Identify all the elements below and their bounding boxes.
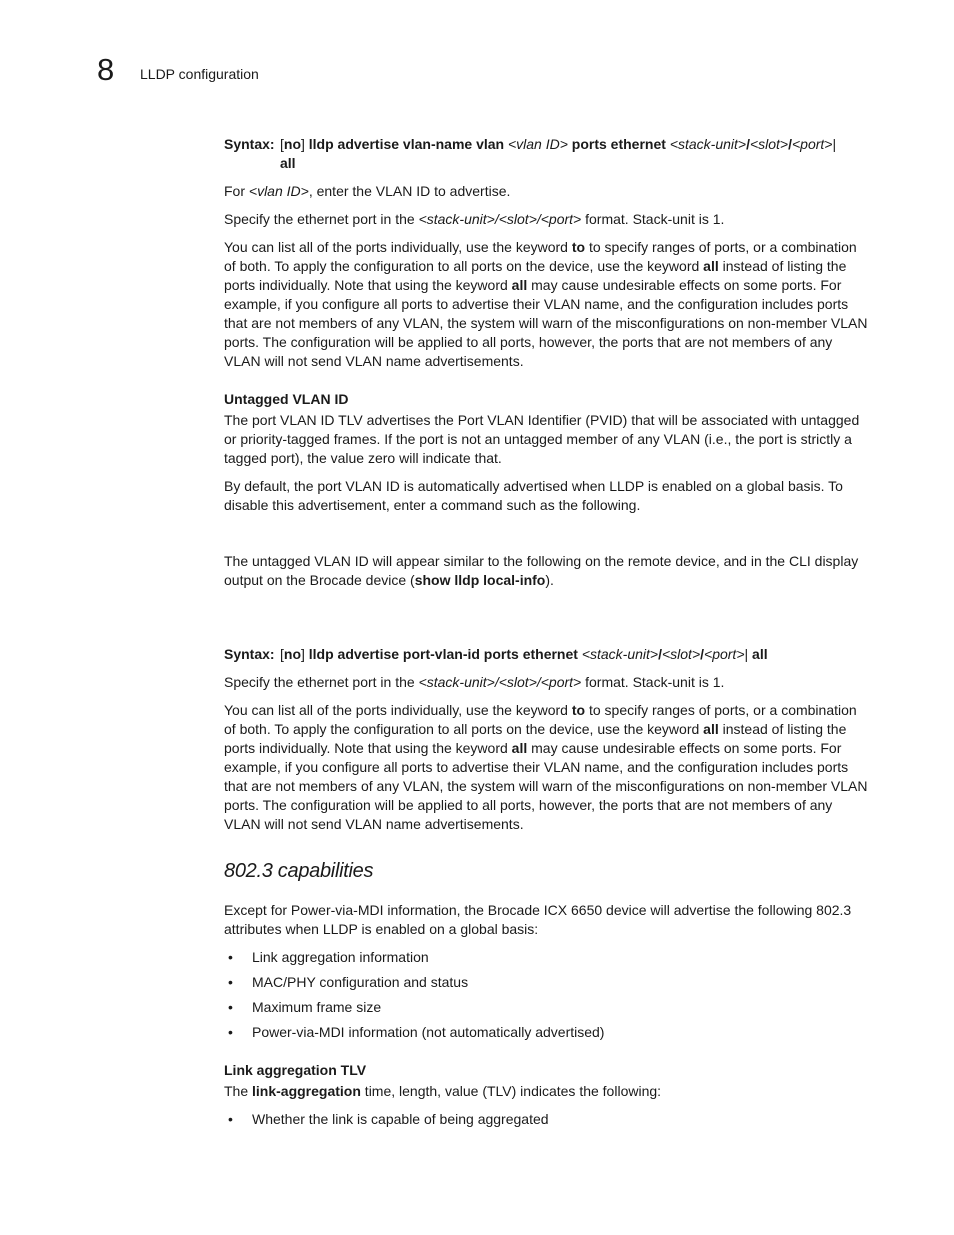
keyword-all: all [703,258,719,274]
arg-slot: <slot> [749,136,789,152]
list-item: • Link aggregation information [228,949,429,965]
arg-vlan-id: <vlan ID> [507,136,568,152]
arg-stack-unit: <stack-unit> [581,646,659,662]
paragraph-port-list: You can list all of the ports individually, use the keyword to to specify ranges of ports, or a combination of both. To apply the configuration to all ports on the device, use the keyword all instead of listing the ports individually. Note that using the keyword all may cause undesirable effects on some ports. For example, if you configure all ports to advertise their VLAN name, and the configuration includes ports that are not members of any VLAN, the system will warn of the misconfigurations on non-member VLAN ports. The configuration will be applied to all ports, however, the ports that are not members of any VLAN will not send VLAN name advertisements. [224,239,868,369]
paragraph-port-format-2: Specify the ethernet port in the <stack-unit>/<slot>/<port> format. Stack-unit is 1. [224,674,725,690]
arg-slot: <slot> [661,646,701,662]
bullet-icon: • [228,999,233,1015]
slash: / [658,646,662,662]
slash: / [746,136,750,152]
list-item: • Power-via-MDI information (not automatically advertised) [228,1024,605,1040]
port-format: <stack-unit>/<slot>/<port> [418,211,582,227]
arg-vlan-id: <vlan ID> [248,183,309,199]
subheading-link-aggregation-tlv: Link aggregation TLV [224,1062,367,1078]
arg-stack-unit: <stack-unit> [669,136,747,152]
keyword-to: to [571,239,586,255]
keyword-no: no [283,136,301,152]
slash: / [788,136,792,152]
bracket-open: [ [280,646,284,662]
keyword-all: all [280,155,296,171]
bullet-icon: • [228,974,233,990]
list-item: • Maximum frame size [228,999,382,1015]
syntax-label: Syntax: [224,646,275,662]
port-format: <stack-unit>/<slot>/<port> [418,674,582,690]
syntax-label: Syntax: [224,136,275,152]
bracket-close: ] [301,136,305,152]
keyword-all: all [703,721,719,737]
spacer [224,599,870,645]
paragraph-port-list-2: You can list all of the ports individually, use the keyword to to specify ranges of ports, or a combination of both. To apply the configuration to all ports on the device, use the keyword all instead of listing the ports individually. Note that using the keyword all may cause undesirable effects on some ports. For example, if you configure all ports to advertise their VLAN name, and the configuration includes ports that are not members of any VLAN, the system will warn of the misconfigurations on non-member VLAN ports. The configuration will be applied to all ports, however, the ports that are not members of any VLAN will not send VLAN name advertisements. [224,702,868,832]
paragraph-port-format: Specify the ethernet port in the <stack-unit>/<slot>/<port> format. Stack-unit is 1. [224,211,725,227]
paragraph-capabilities-intro: Except for Power-via-MDI information, the Brocade ICX 6650 device will advertise the following 802.3 attributes when LLDP is enabled on a global basis: [224,902,852,937]
command-text: lldp advertise port-vlan-id ports ethernet [308,646,578,662]
keyword-all: all [511,740,528,756]
slash: / [700,646,705,662]
bracket-close: ] [301,646,305,662]
link-aggregation-list [224,1110,870,1129]
bullet-icon: • [228,1024,233,1040]
bracket-open: [ [280,136,284,152]
pipe: | [832,136,837,152]
syntax-port-vlan-id [224,645,870,664]
pipe: | [744,646,749,662]
paragraph-untagged-desc: The port VLAN ID TLV advertises the Port VLAN Identifier (PVID) that will be associated with untagged or priority-tagged frames. If the port is not an untagged member of any VLAN (i.e., the port is strictly a tagged port), the value zero will indicate that. [224,412,860,466]
syntax-vlan-name [224,135,870,173]
keyword-no: no [283,646,301,662]
paragraph-untagged-output: The untagged VLAN ID will appear similar to the following on the remote device, and in the CLI display output on the Brocade device (show lldp local-info). [224,553,859,588]
section-title-capabilities: 802.3 capabilities [224,860,374,882]
bullet-icon: • [228,1111,233,1127]
chapter-number: 8 [97,52,115,87]
paragraph-link-aggregation: The link-aggregation time, length, value (TLV) indicates the following: [224,1083,662,1099]
list-item: • MAC/PHY configuration and status [228,974,469,990]
paragraph-untagged-default: By default, the port VLAN ID is automatically advertised when LLDP is enabled on a global basis. To disable this advertisement, enter a command such as the following. [224,478,843,513]
keyword-to: to [571,702,586,718]
keyword-ports-ethernet: ports ethernet [571,136,666,152]
paragraph-vlan-id: For <vlan ID>, enter the VLAN ID to advertise. [224,183,511,199]
spacer [224,524,870,552]
chapter-title: LLDP configuration [140,66,259,82]
command-text: lldp advertise vlan-name vlan [308,136,505,152]
arg-port: <port> [704,646,745,662]
keyword-all: all [752,646,768,662]
bullet-icon: • [228,949,233,965]
keyword-link-aggregation: link-aggregation [252,1083,361,1099]
command-show-lldp: show lldp local-info [414,572,546,588]
list-item: • Whether the link is capable of being aggregated [228,1111,549,1127]
keyword-all: all [511,277,528,293]
arg-port: <port> [792,136,833,152]
document-body [224,135,870,1135]
capabilities-list [224,948,870,1042]
subheading-untagged-vlan-id: Untagged VLAN ID [224,391,349,407]
